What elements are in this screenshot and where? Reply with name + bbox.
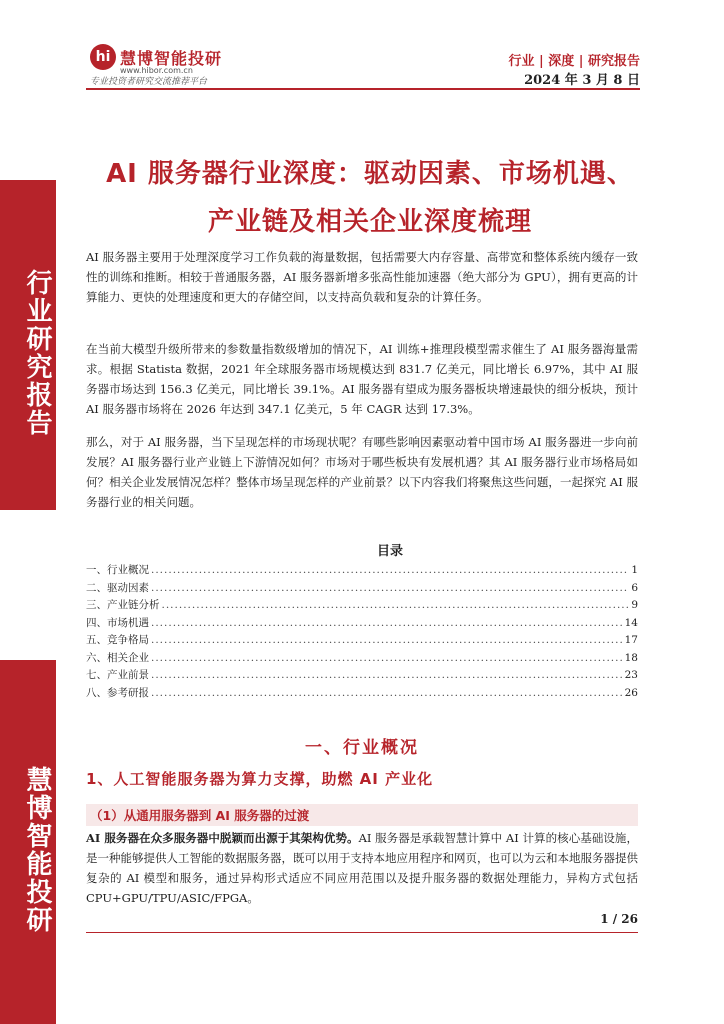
footer-divider bbox=[86, 932, 638, 933]
toc-item[interactable] bbox=[86, 650, 638, 668]
logo-slogan: 专业投资者研究交流推荐平台 bbox=[90, 77, 208, 87]
toc-leader bbox=[151, 562, 629, 580]
toc-item-page: 18 bbox=[624, 651, 638, 664]
toc-title: 目录 bbox=[376, 544, 403, 559]
side-label-brand: 慧博智能投研 bbox=[22, 766, 52, 934]
toc-item-label: 六、相关企业 bbox=[86, 651, 149, 664]
title-line-1: AI 服务器行业深度：驱动因素、市场机遇、 bbox=[106, 159, 634, 189]
section-paragraph-lead: AI 服务器在众多服务器中脱颖而出源于其架构优势。 bbox=[86, 831, 359, 845]
toc-leader bbox=[151, 580, 629, 598]
toc-item[interactable] bbox=[86, 580, 638, 598]
toc-item-page: 14 bbox=[624, 616, 638, 629]
toc-leader bbox=[151, 632, 623, 650]
section-paragraph bbox=[86, 828, 638, 908]
header-meta bbox=[508, 52, 640, 90]
report-date: 2024 年 3 月 8 日 bbox=[524, 73, 640, 88]
toc-item-page: 23 bbox=[624, 669, 638, 681]
toc-leader bbox=[162, 597, 630, 615]
toc-item-page: 6 bbox=[631, 581, 638, 594]
toc-item-page: 9 bbox=[631, 599, 638, 611]
toc-item-label: 一、行业概况 bbox=[86, 564, 149, 576]
toc-leader bbox=[151, 667, 623, 685]
toc-item-page: 1 bbox=[631, 564, 638, 576]
toc-item-label: 五、竞争格局 bbox=[86, 634, 149, 646]
intro-paragraph-1: AI 服务器主要用于处理深度学习工作负载的海量数据，包括需要大内存容量、高带宽和整体系统内缓存一致性的训练和推断。相较于普通服务器，AI 服务器新增多张高性能加速器（绝大部分为 GPU），拥有更高的计算能力、更快的处理速度和更大的存储空间，以支持高负载和复杂的计算任务。 bbox=[86, 250, 638, 304]
toc-leader bbox=[151, 650, 623, 668]
toc-item-label: 七、产业前景 bbox=[86, 669, 149, 681]
toc-item-label: 三、产业链分析 bbox=[86, 599, 160, 611]
toc-item-label: 八、参考研报 bbox=[86, 686, 149, 699]
report-title bbox=[86, 150, 654, 246]
logo-icon: hi bbox=[90, 44, 116, 70]
toc-item-label: 二、驱动因素 bbox=[86, 581, 149, 594]
page-number: 1 / 26 bbox=[600, 912, 638, 926]
title-line-2: 产业链及相关企业深度梳理 bbox=[207, 207, 532, 237]
report-tags: 行业 | 深度 | 研究报告 bbox=[508, 54, 640, 69]
toc-leader bbox=[151, 685, 623, 703]
intro-paragraph-2: 在当前大模型升级所带来的参数量指数级增加的情况下，AI 训练+推理段模型需求催生了 AI 服务器海量需求。根据 Statista 数据，2021 年全球服务器市场规模达到 831.7 亿美元，同比增长 6.97%，其中 AI 服务器市场达到 156.3 亿美元，同比增长 39.1%。AI 服务器有望成为服务器板块增速最快的细分板块，预计 AI 服务器市场将在 2026 年达到 347.1 亿美元，5 年 CAGR 达到 17.3%。 bbox=[86, 342, 638, 416]
section-paragraph-body: AI 服务器是承载智慧计算中 AI 计算的核心基础设施，是一种能够提供人工智能的数据服务器，既可以用于支持本地应用程序和网页，也可以为云和本地服务器提供复杂的 AI 模型和服务，通过异构形式适应不同应用范围以及提升服务器的数据处理能力，异构方式包括 CPU+GPU/TPU/ASIC/FPGA。 bbox=[86, 831, 638, 905]
toc-item-page: 17 bbox=[624, 634, 638, 646]
toc-item-label: 四、市场机遇 bbox=[86, 616, 149, 629]
toc-leader bbox=[151, 615, 623, 633]
section-heading: 一、行业概况 bbox=[305, 738, 419, 758]
side-label-report: 行业研究报告 bbox=[22, 269, 52, 437]
toc-item-page: 26 bbox=[624, 686, 638, 699]
toc-item[interactable] bbox=[86, 667, 638, 685]
intro-paragraph-3: 那么，对于 AI 服务器，当下呈现怎样的市场现状呢？有哪些影响因素驱动着中国市场 AI 服务器进一步向前发展？AI 服务器行业产业链上下游情况如何？市场对于哪些板块有发展机遇？其 AI 服务器行业市场格局如何？相关企业发展情况怎样？整体市场呈现怎样的产业前景？以下内容我们将聚焦这些问题，一起探究 AI 服务器行业的相关问题。 bbox=[86, 435, 638, 509]
header-divider bbox=[86, 88, 640, 90]
toc-item[interactable] bbox=[86, 597, 638, 615]
logo-name: 慧博智能投研 bbox=[120, 48, 223, 68]
toc-item[interactable] bbox=[86, 562, 638, 580]
table-of-contents bbox=[86, 562, 638, 702]
logo-url: www.hibor.com.cn bbox=[120, 66, 193, 75]
toc-item[interactable] bbox=[86, 632, 638, 650]
sub-subsection-heading: （1）从通用服务器到 AI 服务器的过渡 bbox=[86, 804, 638, 826]
toc-item[interactable] bbox=[86, 685, 638, 703]
subsection-heading: 1、人工智能服务器为算力支撑，助燃 AI 产业化 bbox=[86, 770, 434, 788]
toc-item[interactable] bbox=[86, 615, 638, 633]
